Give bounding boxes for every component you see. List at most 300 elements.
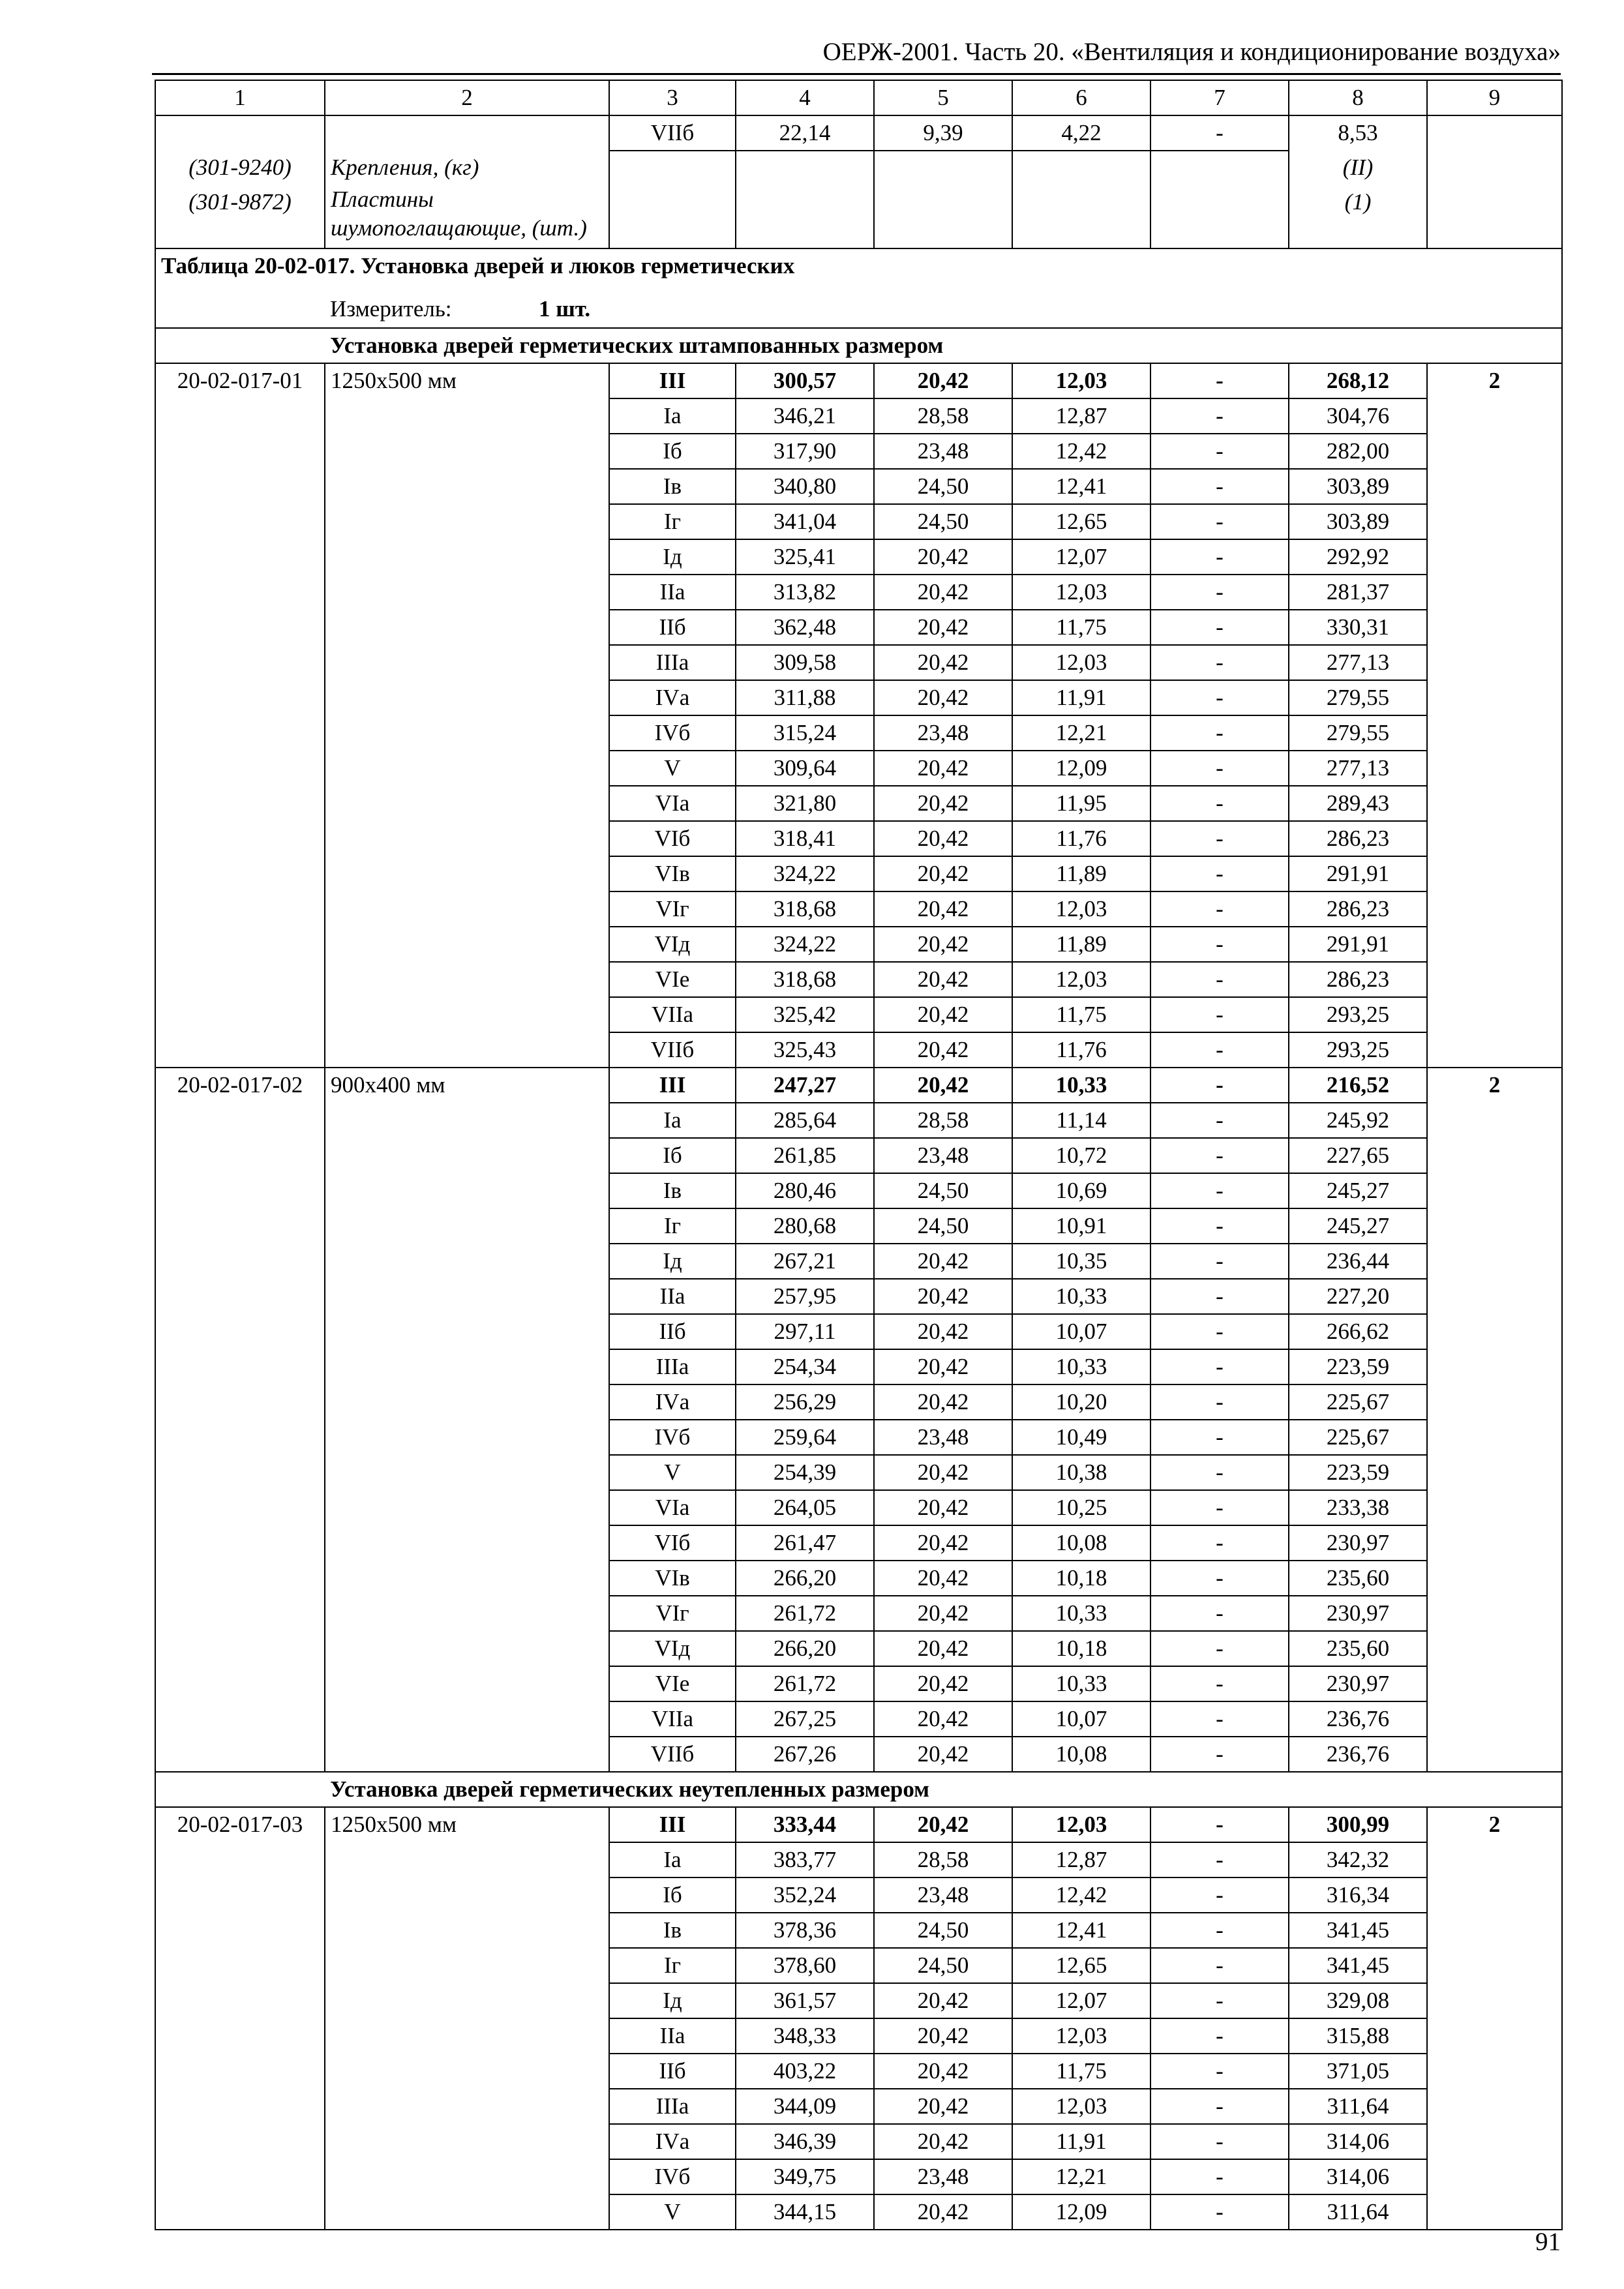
value-c4: 267,25 bbox=[736, 1701, 874, 1737]
table-body bbox=[155, 80, 1562, 2230]
value-c7: - bbox=[1150, 1349, 1289, 1384]
value-c8: 311,64 bbox=[1289, 2089, 1427, 2124]
value-c8: 277,13 bbox=[1289, 645, 1427, 680]
empty-cell bbox=[325, 786, 609, 821]
value-c4: 321,80 bbox=[736, 786, 874, 821]
table-row bbox=[155, 821, 1562, 856]
empty-cell bbox=[1427, 2018, 1562, 2054]
price-zone: IVб bbox=[609, 1420, 736, 1455]
price-zone: Iв bbox=[609, 1173, 736, 1208]
empty-cell bbox=[1427, 151, 1562, 185]
empty-cell bbox=[325, 1983, 609, 2018]
table-row bbox=[155, 997, 1562, 1032]
empty-cell bbox=[325, 645, 609, 680]
value-c7: - bbox=[1150, 1490, 1289, 1525]
price-zone: IVа bbox=[609, 680, 736, 715]
carryover-name-empty bbox=[325, 115, 609, 151]
value-c8: 316,34 bbox=[1289, 1878, 1427, 1913]
value-c5: 24,50 bbox=[874, 1948, 1012, 1983]
empty-cell bbox=[155, 2054, 325, 2089]
empty-cell bbox=[1427, 1349, 1562, 1384]
table-row bbox=[155, 645, 1562, 680]
empty-cell bbox=[155, 2159, 325, 2194]
empty-cell bbox=[325, 997, 609, 1032]
value-c5: 20,42 bbox=[874, 2054, 1012, 2089]
empty-cell bbox=[325, 2124, 609, 2159]
value-c5: 24,50 bbox=[874, 1173, 1012, 1208]
value-c7: - bbox=[1150, 997, 1289, 1032]
table-row bbox=[155, 1279, 1562, 1314]
empty-cell bbox=[1427, 715, 1562, 751]
material-code: (301-9872) bbox=[155, 185, 325, 248]
empty-cell bbox=[325, 469, 609, 504]
price-zone: VIа bbox=[609, 1490, 736, 1525]
value-c8: 245,92 bbox=[1289, 1103, 1427, 1138]
price-zone: III bbox=[609, 363, 736, 398]
value-c6: 12,03 bbox=[1012, 962, 1150, 997]
value-c8: 233,38 bbox=[1289, 1490, 1427, 1525]
price-zone: Iд bbox=[609, 539, 736, 575]
table-row bbox=[155, 610, 1562, 645]
table-row bbox=[155, 1349, 1562, 1384]
value-c7: - bbox=[1150, 962, 1289, 997]
value-c7: - bbox=[1150, 1244, 1289, 1279]
table-row bbox=[155, 1737, 1562, 1772]
empty-cell bbox=[155, 434, 325, 469]
empty-cell bbox=[325, 1737, 609, 1772]
table-row bbox=[155, 751, 1562, 786]
value-c6: 10,18 bbox=[1012, 1631, 1150, 1666]
value-c5: 20,42 bbox=[874, 1314, 1012, 1349]
value-c6: 12,65 bbox=[1012, 1948, 1150, 1983]
value-c7: - bbox=[1150, 469, 1289, 504]
empty-cell bbox=[1427, 469, 1562, 504]
value-c8: 281,37 bbox=[1289, 575, 1427, 610]
price-zone: VIд bbox=[609, 1631, 736, 1666]
empty-cell bbox=[1150, 151, 1289, 185]
value-c6: 12,42 bbox=[1012, 434, 1150, 469]
value-c4: 315,24 bbox=[736, 715, 874, 751]
empty-cell bbox=[155, 2018, 325, 2054]
value-c7: - bbox=[1150, 2194, 1289, 2230]
value-c7: - bbox=[1150, 1737, 1289, 1772]
value-c4: 256,29 bbox=[736, 1384, 874, 1420]
value-c4: 341,04 bbox=[736, 504, 874, 539]
empty-cell bbox=[609, 151, 736, 185]
empty-cell bbox=[1427, 1279, 1562, 1314]
value-c8: 279,55 bbox=[1289, 680, 1427, 715]
measure-row bbox=[155, 293, 1562, 328]
empty-cell bbox=[155, 927, 325, 962]
empty-cell bbox=[155, 1314, 325, 1349]
empty-cell bbox=[1427, 1208, 1562, 1244]
value-c7: - bbox=[1150, 1068, 1289, 1103]
value-c8: 223,59 bbox=[1289, 1349, 1427, 1384]
value-c5: 20,42 bbox=[874, 1068, 1012, 1103]
table-row bbox=[155, 1701, 1562, 1737]
table-row bbox=[155, 1420, 1562, 1455]
empty-cell bbox=[155, 2089, 325, 2124]
empty-cell bbox=[325, 2159, 609, 2194]
value-c5: 20,42 bbox=[874, 1455, 1012, 1490]
value-c6: 12,65 bbox=[1012, 504, 1150, 539]
empty-cell bbox=[325, 1561, 609, 1596]
table-row bbox=[155, 1455, 1562, 1490]
empty-cell bbox=[325, 1913, 609, 1948]
value-c8: 245,27 bbox=[1289, 1208, 1427, 1244]
empty-cell bbox=[1427, 1490, 1562, 1525]
value-c4: 403,22 bbox=[736, 2054, 874, 2089]
value-c8: 371,05 bbox=[1289, 2054, 1427, 2089]
empty-cell bbox=[325, 1666, 609, 1701]
empty-cell bbox=[1427, 2159, 1562, 2194]
empty-cell bbox=[155, 610, 325, 645]
carryover-c9-empty bbox=[1427, 115, 1562, 151]
value-c5: 23,48 bbox=[874, 1420, 1012, 1455]
value-c8: 342,32 bbox=[1289, 1842, 1427, 1878]
table-row bbox=[155, 1314, 1562, 1349]
value-c7: - bbox=[1150, 821, 1289, 856]
value-c5: 24,50 bbox=[874, 1208, 1012, 1244]
empty-cell bbox=[1427, 1455, 1562, 1490]
value-c8: 330,31 bbox=[1289, 610, 1427, 645]
value-c5: 20,42 bbox=[874, 610, 1012, 645]
value-c8: 300,99 bbox=[1289, 1807, 1427, 1842]
price-zone: III bbox=[609, 1807, 736, 1842]
value-c7: - bbox=[1150, 1878, 1289, 1913]
table-row bbox=[155, 2018, 1562, 2054]
value-c7: - bbox=[1150, 2054, 1289, 2089]
value-c6: 10,33 bbox=[1012, 1068, 1150, 1103]
empty-cell bbox=[155, 328, 325, 363]
value-c4: 280,46 bbox=[736, 1173, 874, 1208]
carryover-c7: - bbox=[1150, 115, 1289, 151]
price-zone: VIв bbox=[609, 1561, 736, 1596]
empty-cell bbox=[155, 1525, 325, 1561]
empty-cell bbox=[325, 1455, 609, 1490]
price-zone: IVб bbox=[609, 2159, 736, 2194]
price-zone: IIа bbox=[609, 2018, 736, 2054]
table-row bbox=[155, 1913, 1562, 1948]
value-c8: 303,89 bbox=[1289, 469, 1427, 504]
value-c8: 266,62 bbox=[1289, 1314, 1427, 1349]
empty-cell bbox=[1427, 539, 1562, 575]
table-row bbox=[155, 680, 1562, 715]
value-c8: 230,97 bbox=[1289, 1525, 1427, 1561]
value-c5: 20,42 bbox=[874, 1244, 1012, 1279]
empty-cell bbox=[1427, 1314, 1562, 1349]
empty-cell bbox=[155, 2124, 325, 2159]
material-name-line: Пластины bbox=[331, 187, 434, 212]
price-zone: Iб bbox=[609, 1138, 736, 1173]
table-row bbox=[155, 363, 1562, 398]
value-c4: 266,20 bbox=[736, 1631, 874, 1666]
value-c7: - bbox=[1150, 1631, 1289, 1666]
table-row bbox=[155, 1666, 1562, 1701]
empty-cell bbox=[325, 1138, 609, 1173]
empty-cell bbox=[325, 1244, 609, 1279]
value-c5: 20,42 bbox=[874, 1737, 1012, 1772]
value-c4: 346,39 bbox=[736, 2124, 874, 2159]
value-c4: 261,85 bbox=[736, 1138, 874, 1173]
value-c5: 24,50 bbox=[874, 504, 1012, 539]
empty-cell bbox=[325, 1525, 609, 1561]
value-c7: - bbox=[1150, 575, 1289, 610]
empty-cell bbox=[1427, 185, 1562, 248]
value-c7: - bbox=[1150, 1948, 1289, 1983]
empty-cell bbox=[1427, 1561, 1562, 1596]
empty-cell bbox=[325, 1103, 609, 1138]
value-c5: 20,42 bbox=[874, 1490, 1012, 1525]
empty-cell bbox=[1427, 786, 1562, 821]
section-heading: Установка дверей герметических неутепленных размером bbox=[325, 1772, 1562, 1807]
value-c7: - bbox=[1150, 1279, 1289, 1314]
value-c5: 20,42 bbox=[874, 575, 1012, 610]
empty-cell bbox=[325, 575, 609, 610]
value-c6: 10,33 bbox=[1012, 1349, 1150, 1384]
carryover-zone: VIIб bbox=[609, 115, 736, 151]
value-c8: 268,12 bbox=[1289, 363, 1427, 398]
table-row bbox=[155, 1138, 1562, 1173]
empty-cell bbox=[1427, 891, 1562, 927]
empty-cell bbox=[155, 1631, 325, 1666]
value-c6: 12,21 bbox=[1012, 2159, 1150, 2194]
value-c5: 20,42 bbox=[874, 363, 1012, 398]
value-c6: 10,72 bbox=[1012, 1138, 1150, 1173]
value-c7: - bbox=[1150, 1666, 1289, 1701]
price-zone: VIIа bbox=[609, 997, 736, 1032]
empty-cell bbox=[155, 751, 325, 786]
material-row bbox=[155, 185, 1562, 248]
value-c8: 236,44 bbox=[1289, 1244, 1427, 1279]
value-c5: 20,42 bbox=[874, 1807, 1012, 1842]
value-c8: 311,64 bbox=[1289, 2194, 1427, 2230]
value-c4: 267,21 bbox=[736, 1244, 874, 1279]
table-row bbox=[155, 1842, 1562, 1878]
empty-cell bbox=[1427, 1384, 1562, 1420]
value-c5: 28,58 bbox=[874, 1103, 1012, 1138]
value-c4: 325,42 bbox=[736, 997, 874, 1032]
table-row bbox=[155, 1596, 1562, 1631]
value-c6: 10,38 bbox=[1012, 1455, 1150, 1490]
empty-cell bbox=[325, 2194, 609, 2230]
running-header: ОЕРЖ-2001. Часть 20. «Вентиляция и кондиционирование воздуха» bbox=[822, 38, 1561, 66]
empty-cell bbox=[155, 398, 325, 434]
value-c6: 10,33 bbox=[1012, 1666, 1150, 1701]
value-c5: 20,42 bbox=[874, 751, 1012, 786]
rate-code: 20-02-017-03 bbox=[155, 1807, 325, 1842]
empty-cell bbox=[155, 1490, 325, 1525]
value-c7: - bbox=[1150, 680, 1289, 715]
value-c5: 20,42 bbox=[874, 927, 1012, 962]
empty-cell bbox=[155, 856, 325, 891]
column-number: 7 bbox=[1150, 80, 1289, 115]
table-row bbox=[155, 786, 1562, 821]
value-c8: 291,91 bbox=[1289, 927, 1427, 962]
measure-value: 1 шт. bbox=[539, 296, 591, 322]
value-c7: - bbox=[1150, 1807, 1289, 1842]
value-c5: 20,42 bbox=[874, 1032, 1012, 1068]
empty-cell bbox=[155, 1737, 325, 1772]
value-c8: 289,43 bbox=[1289, 786, 1427, 821]
empty-cell bbox=[1427, 2054, 1562, 2089]
value-c4: 300,57 bbox=[736, 363, 874, 398]
empty-cell bbox=[325, 1208, 609, 1244]
value-c5: 20,42 bbox=[874, 1525, 1012, 1561]
empty-cell bbox=[155, 469, 325, 504]
empty-cell bbox=[325, 1948, 609, 1983]
value-c7: - bbox=[1150, 434, 1289, 469]
value-c6: 12,09 bbox=[1012, 751, 1150, 786]
table-row bbox=[155, 1244, 1562, 1279]
value-c6: 11,76 bbox=[1012, 1032, 1150, 1068]
empty-cell bbox=[1427, 2194, 1562, 2230]
value-c5: 20,42 bbox=[874, 1596, 1012, 1631]
price-zone: V bbox=[609, 1455, 736, 1490]
value-c8: 227,65 bbox=[1289, 1138, 1427, 1173]
empty-cell bbox=[325, 398, 609, 434]
price-zone: VIIа bbox=[609, 1701, 736, 1737]
value-c4: 261,72 bbox=[736, 1596, 874, 1631]
value-c4: 361,57 bbox=[736, 1983, 874, 2018]
empty-cell bbox=[325, 539, 609, 575]
table-row bbox=[155, 856, 1562, 891]
empty-cell bbox=[155, 1208, 325, 1244]
value-c6: 12,03 bbox=[1012, 2018, 1150, 2054]
table-row bbox=[155, 1490, 1562, 1525]
value-c7: - bbox=[1150, 610, 1289, 645]
price-zone: Iв bbox=[609, 1913, 736, 1948]
value-c6: 11,75 bbox=[1012, 610, 1150, 645]
table-row bbox=[155, 1525, 1562, 1561]
empty-cell bbox=[155, 1878, 325, 1913]
material-qty: (II) bbox=[1289, 151, 1427, 185]
value-c4: 349,75 bbox=[736, 2159, 874, 2194]
value-c9: 2 bbox=[1427, 1068, 1562, 1103]
value-c4: 264,05 bbox=[736, 1490, 874, 1525]
value-c7: - bbox=[1150, 1032, 1289, 1068]
value-c8: 286,23 bbox=[1289, 891, 1427, 927]
value-c8: 230,97 bbox=[1289, 1596, 1427, 1631]
value-c5: 20,42 bbox=[874, 997, 1012, 1032]
value-c5: 24,50 bbox=[874, 469, 1012, 504]
value-c6: 10,08 bbox=[1012, 1737, 1150, 1772]
price-zone: VIIб bbox=[609, 1032, 736, 1068]
empty-cell bbox=[1427, 2089, 1562, 2124]
empty-cell bbox=[1427, 1596, 1562, 1631]
price-zone: IIб bbox=[609, 1314, 736, 1349]
value-c5: 20,42 bbox=[874, 962, 1012, 997]
empty-cell bbox=[155, 786, 325, 821]
value-c7: - bbox=[1150, 2124, 1289, 2159]
value-c7: - bbox=[1150, 363, 1289, 398]
value-c5: 23,48 bbox=[874, 715, 1012, 751]
empty-cell bbox=[325, 1314, 609, 1349]
empty-cell bbox=[1427, 1032, 1562, 1068]
empty-cell bbox=[1427, 821, 1562, 856]
value-c8: 279,55 bbox=[1289, 715, 1427, 751]
empty-cell bbox=[325, 1420, 609, 1455]
value-c5: 20,42 bbox=[874, 1349, 1012, 1384]
value-c4: 309,64 bbox=[736, 751, 874, 786]
page-number: 91 bbox=[1535, 2228, 1561, 2256]
empty-cell bbox=[155, 1772, 325, 1807]
empty-cell bbox=[155, 1173, 325, 1208]
value-c4: 261,72 bbox=[736, 1666, 874, 1701]
value-c8: 235,60 bbox=[1289, 1631, 1427, 1666]
material-name-line: шумопоглащающие, (шт.) bbox=[331, 215, 587, 241]
empty-cell bbox=[874, 151, 1012, 185]
value-c5: 28,58 bbox=[874, 398, 1012, 434]
price-zone: Iг bbox=[609, 1208, 736, 1244]
value-c5: 23,48 bbox=[874, 1878, 1012, 1913]
value-c7: - bbox=[1150, 751, 1289, 786]
value-c4: 352,24 bbox=[736, 1878, 874, 1913]
price-zone: VIд bbox=[609, 927, 736, 962]
empty-cell bbox=[1427, 1737, 1562, 1772]
price-zone: IIб bbox=[609, 2054, 736, 2089]
price-zone: Iа bbox=[609, 1842, 736, 1878]
value-c7: - bbox=[1150, 1208, 1289, 1244]
value-c4: 318,41 bbox=[736, 821, 874, 856]
value-c4: 266,20 bbox=[736, 1561, 874, 1596]
empty-cell bbox=[155, 962, 325, 997]
empty-cell bbox=[155, 1455, 325, 1490]
empty-cell bbox=[1427, 1244, 1562, 1279]
price-zone: Iб bbox=[609, 434, 736, 469]
value-c8: 225,67 bbox=[1289, 1384, 1427, 1420]
value-c8: 341,45 bbox=[1289, 1948, 1427, 1983]
value-c4: 383,77 bbox=[736, 1842, 874, 1878]
section-row bbox=[155, 1772, 1562, 1807]
header-rule bbox=[152, 73, 1561, 75]
empty-cell bbox=[325, 715, 609, 751]
empty-cell bbox=[155, 1983, 325, 2018]
value-c5: 20,42 bbox=[874, 1561, 1012, 1596]
empty-cell bbox=[155, 1842, 325, 1878]
value-c6: 11,89 bbox=[1012, 856, 1150, 891]
value-c4: 348,33 bbox=[736, 2018, 874, 2054]
value-c7: - bbox=[1150, 1596, 1289, 1631]
empty-cell bbox=[155, 1666, 325, 1701]
empty-cell bbox=[155, 1384, 325, 1420]
value-c4: 257,95 bbox=[736, 1279, 874, 1314]
empty-cell bbox=[155, 1948, 325, 1983]
value-c7: - bbox=[1150, 1701, 1289, 1737]
value-c7: - bbox=[1150, 504, 1289, 539]
value-c6: 10,07 bbox=[1012, 1701, 1150, 1737]
value-c6: 10,20 bbox=[1012, 1384, 1150, 1420]
value-c6: 12,42 bbox=[1012, 1878, 1150, 1913]
material-qty: (1) bbox=[1289, 185, 1427, 248]
empty-cell bbox=[1427, 575, 1562, 610]
table-title-row bbox=[155, 248, 1562, 293]
empty-cell bbox=[325, 1596, 609, 1631]
value-c4: 247,27 bbox=[736, 1068, 874, 1103]
empty-cell bbox=[325, 504, 609, 539]
empty-cell bbox=[1427, 1173, 1562, 1208]
empty-cell bbox=[325, 856, 609, 891]
price-zone: VIа bbox=[609, 786, 736, 821]
value-c4: 324,22 bbox=[736, 927, 874, 962]
price-zone: VIг bbox=[609, 1596, 736, 1631]
table-row bbox=[155, 1208, 1562, 1244]
empty-cell bbox=[1012, 185, 1150, 248]
empty-cell bbox=[325, 1349, 609, 1384]
empty-cell bbox=[325, 962, 609, 997]
value-c4: 311,88 bbox=[736, 680, 874, 715]
value-c4: 344,15 bbox=[736, 2194, 874, 2230]
